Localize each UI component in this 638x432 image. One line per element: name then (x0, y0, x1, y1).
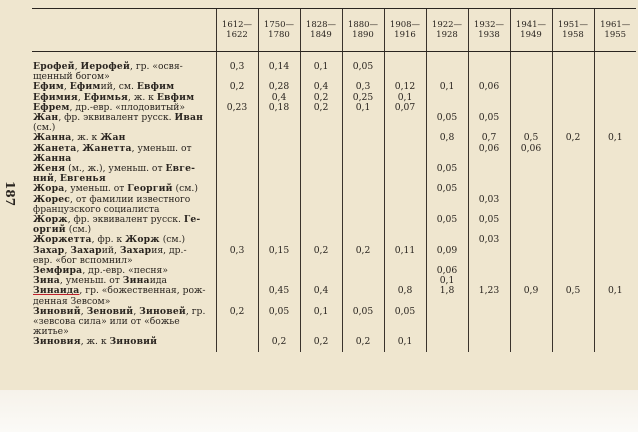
name-entry-line: Зина, уменьш. от Зинаида (33, 275, 167, 287)
name-entry-line: Жорж, фр. эквивалент русск. Ге- (33, 214, 201, 226)
frequency-cell: 0,2 (300, 337, 342, 351)
name-entry-line: (см.) (33, 122, 56, 134)
frequency-cell (552, 215, 594, 235)
frequency-cell: 0,07 (384, 103, 426, 113)
name-entry (32, 337, 216, 351)
frequency-cell: 0,4 (300, 82, 342, 92)
name-entry-line: Земфира, др.-евр. «песня» (33, 265, 168, 277)
name-entry-line: Жорес, от фамилии известного (33, 193, 191, 205)
frequency-cell (384, 184, 426, 194)
name-entry-line: оргий (см.) (33, 224, 92, 236)
frequency-cell: 0,15 (258, 246, 300, 266)
frequency-cell (384, 133, 426, 143)
name-entry-line: Жанета, Жанетта, уменьш. от (33, 142, 192, 154)
table-row (32, 246, 636, 266)
name-entry-line: денная Зевсом» (33, 295, 111, 307)
frequency-cell: 0,1 (342, 103, 384, 113)
frequency-cell: 0,1 (300, 62, 342, 82)
frequency-cell (342, 184, 384, 194)
frequency-cell: 0,2 (300, 246, 342, 266)
frequency-cell (300, 195, 342, 215)
frequency-cell: 0,05 (384, 307, 426, 338)
name-entry-line: Зиновия, ж. к Зиновий (33, 336, 158, 348)
name-entry-line: ний, Евгенья (33, 173, 106, 185)
table-row (32, 286, 636, 306)
frequency-cell (384, 195, 426, 215)
table-row (32, 113, 636, 133)
header-period: 1908—1916 (384, 9, 426, 52)
frequency-cell (300, 215, 342, 235)
frequency-cell (384, 62, 426, 82)
frequency-cell (258, 215, 300, 235)
frequency-cell: 0,3 (216, 62, 258, 82)
frequency-cell (510, 215, 552, 235)
frequency-cell (552, 113, 594, 133)
frequency-cell (342, 286, 384, 306)
name-entry-line: Ерофей, Иерофей, гр. «освя- (33, 61, 183, 72)
frequency-cell (300, 164, 342, 184)
name-entry-line: щенный богом» (33, 71, 110, 83)
name-entry-line: Жоржетта, фр. к Жорж (см.) (33, 234, 186, 246)
frequency-cell (552, 82, 594, 92)
frequency-cell (342, 215, 384, 235)
frequency-cell (468, 246, 510, 266)
header-period: 1961—1955 (594, 9, 636, 52)
name-frequency-table (32, 8, 636, 352)
table-row (32, 307, 636, 338)
frequency-cell (258, 133, 300, 143)
frequency-cell (216, 337, 258, 351)
frequency-cell (216, 195, 258, 215)
header-period: 1750—1780 (258, 9, 300, 52)
frequency-cell (510, 235, 552, 245)
frequency-cell: 0,06 (426, 266, 468, 276)
header-period: 1828—1849 (300, 9, 342, 52)
name-entry-line: «зевсова сила» или от «божье (33, 316, 180, 328)
frequency-cell: 0,7 (468, 133, 510, 143)
frequency-cell (510, 337, 552, 351)
frequency-cell (342, 133, 384, 143)
frequency-cell: 0,14 (258, 62, 300, 82)
frequency-cell: 0,3 (216, 246, 258, 266)
frequency-cell (510, 307, 552, 338)
name-entry-line: евр. «бог вспомнил» (33, 254, 133, 266)
frequency-cell: 0,4 (300, 286, 342, 306)
name-entry-line: Ефимия, Ефимья, ж. к Евфим (33, 91, 195, 103)
frequency-cell (510, 103, 552, 113)
frequency-cell: 0,05 (468, 215, 510, 235)
frequency-cell (384, 164, 426, 184)
frequency-cell (594, 266, 636, 276)
frequency-cell: 0,09 (426, 246, 468, 266)
frequency-cell (216, 133, 258, 143)
name-entry-line: Ефим, Ефимий, см. Евфим (33, 81, 175, 93)
frequency-cell (594, 103, 636, 113)
frequency-cell (468, 164, 510, 184)
header-period: 1922—1928 (426, 9, 468, 52)
frequency-cell: 0,1 (426, 276, 468, 286)
header-period: 1951—1958 (552, 9, 594, 52)
frequency-cell: 0,9 (510, 286, 552, 306)
header-period: 1880—1890 (342, 9, 384, 52)
frequency-cell (552, 235, 594, 245)
frequency-cell (594, 62, 636, 82)
frequency-cell (216, 276, 258, 286)
name-entry-line: Жанна (33, 152, 72, 164)
frequency-cell (510, 266, 552, 276)
frequency-cell (384, 266, 426, 276)
frequency-cell (384, 113, 426, 133)
frequency-cell: 1,23 (468, 286, 510, 306)
frequency-cell (468, 266, 510, 276)
frequency-cell: 0,05 (426, 113, 468, 133)
frequency-cell: 0,1 (594, 133, 636, 143)
frequency-cell (342, 164, 384, 184)
frequency-cell (594, 215, 636, 235)
name-entry-line: Жанна, ж. к Жан (33, 132, 126, 144)
page-number: 187 (3, 181, 17, 207)
frequency-cell: 0,06 (468, 144, 510, 164)
frequency-cell (258, 266, 300, 276)
frequency-cell (552, 62, 594, 82)
frequency-cell (552, 93, 594, 103)
name-entry-line: Ефрем, др.-евр. «плодовитый» (33, 101, 186, 113)
frequency-cell: 1,8 (426, 286, 468, 306)
frequency-cell: 0,2 (216, 82, 258, 92)
frequency-cell (342, 276, 384, 286)
header-period: 1941—1949 (510, 9, 552, 52)
frequency-cell (594, 113, 636, 133)
name-entry-line: Зинаида, гр. «божественная, рож- (33, 285, 206, 297)
frequency-cell (552, 246, 594, 266)
frequency-cell: 0,06 (510, 144, 552, 164)
frequency-cell: 0,3 (342, 82, 384, 92)
frequency-cell (216, 113, 258, 133)
frequency-cell (594, 235, 636, 245)
frequency-cell: 0,5 (552, 286, 594, 306)
frequency-cell (552, 307, 594, 338)
frequency-cell (468, 93, 510, 103)
frequency-cell (552, 103, 594, 113)
frequency-cell: 0,03 (468, 235, 510, 245)
frequency-cell (216, 266, 258, 276)
frequency-cell: 0,05 (258, 307, 300, 338)
frequency-cell: 0,1 (300, 307, 342, 338)
frequency-cell (468, 337, 510, 351)
frequency-cell: 0,05 (426, 184, 468, 194)
frequency-cell (426, 195, 468, 215)
frequency-cell (468, 62, 510, 82)
frequency-cell (552, 266, 594, 276)
frequency-cell (594, 164, 636, 184)
frequency-cell (510, 93, 552, 103)
frequency-cell (258, 113, 300, 133)
name-entry-line: Зиновий, Зеновий, Зиновей, гр. (33, 305, 206, 317)
header-period: 1612—1622 (216, 9, 258, 52)
name-entry (32, 144, 216, 164)
frequency-cell (342, 144, 384, 164)
table-row (32, 337, 636, 351)
frequency-cell (552, 144, 594, 164)
frequency-cell (468, 307, 510, 338)
header-period: 1932—1938 (468, 9, 510, 52)
frequency-cell (384, 215, 426, 235)
header-row (32, 9, 636, 52)
frequency-cell (594, 337, 636, 351)
name-entry (32, 113, 216, 133)
frequency-cell (258, 195, 300, 215)
frequency-cell (258, 184, 300, 194)
table-row (32, 164, 636, 184)
frequency-cell (594, 184, 636, 194)
frequency-cell (426, 62, 468, 82)
frequency-cell (594, 307, 636, 338)
frequency-cell (300, 266, 342, 276)
frequency-cell: 0,28 (258, 82, 300, 92)
frequency-cell (384, 144, 426, 164)
frequency-cell: 0,05 (426, 215, 468, 235)
frequency-cell (426, 337, 468, 351)
frequency-cell: 0,1 (594, 286, 636, 306)
frequency-cell (300, 144, 342, 164)
frequency-cell: 0,8 (384, 286, 426, 306)
frequency-cell: 0,1 (384, 93, 426, 103)
frequency-cell: 0,8 (426, 133, 468, 143)
frequency-cell (594, 144, 636, 164)
frequency-cell: 0,05 (468, 113, 510, 133)
name-entry-line: Жан, фр. эквивалент русск. Иван (33, 112, 204, 124)
frequency-cell: 0,2 (342, 246, 384, 266)
frequency-cell (510, 164, 552, 184)
frequency-cell (552, 164, 594, 184)
frequency-cell: 0,25 (342, 93, 384, 103)
frequency-cell: 0,18 (258, 103, 300, 113)
table-row (32, 144, 636, 164)
frequency-cell (258, 164, 300, 184)
name-entry-line: Жора, уменьш. от Георгий (см.) (33, 183, 198, 195)
frequency-cell (510, 246, 552, 266)
frequency-cell: 0,5 (510, 133, 552, 143)
frequency-cell (594, 246, 636, 266)
frequency-cell: 0,2 (300, 93, 342, 103)
name-entry-line: французского социалиста (33, 203, 160, 215)
frequency-cell (552, 337, 594, 351)
name-entry (32, 307, 216, 338)
frequency-cell (342, 266, 384, 276)
name-entry-line: житье» (33, 326, 69, 338)
frequency-cell (426, 307, 468, 338)
name-entry (32, 286, 216, 306)
frequency-cell: 0,06 (468, 82, 510, 92)
frequency-cell (594, 93, 636, 103)
frequency-cell: 0,2 (300, 103, 342, 113)
frequency-cell (300, 113, 342, 133)
frequency-cell: 0,05 (426, 164, 468, 184)
frequency-cell (510, 195, 552, 215)
frequency-cell: 0,03 (468, 195, 510, 215)
frequency-cell (216, 286, 258, 306)
frequency-cell: 0,2 (216, 307, 258, 338)
name-entry (32, 246, 216, 266)
frequency-cell (510, 62, 552, 82)
frequency-cell: 0,2 (342, 337, 384, 351)
name-entry-line: Женя (м., ж.), уменьш. от Евге- (33, 163, 196, 175)
frequency-cell (426, 93, 468, 103)
name-entry (32, 164, 216, 184)
frequency-cell (594, 82, 636, 92)
frequency-cell: 0,11 (384, 246, 426, 266)
frequency-cell: 0,1 (426, 82, 468, 92)
frequency-cell (300, 184, 342, 194)
frequency-cell (216, 215, 258, 235)
frequency-cell (510, 82, 552, 92)
table-row (32, 62, 636, 82)
frequency-cell: 0,2 (552, 133, 594, 143)
frequency-cell (300, 133, 342, 143)
frequency-cell (216, 184, 258, 194)
name-entry-line: Захар, Захарий, Захария, др.- (33, 244, 187, 256)
frequency-cell (510, 113, 552, 133)
frequency-cell: 0,05 (342, 307, 384, 338)
header-name-column (32, 9, 216, 52)
name-entry (32, 215, 216, 235)
frequency-cell (216, 144, 258, 164)
frequency-cell: 0,45 (258, 286, 300, 306)
name-entry (32, 195, 216, 215)
frequency-cell: 0,2 (258, 337, 300, 351)
frequency-cell (510, 184, 552, 194)
frequency-cell: 0,23 (216, 103, 258, 113)
frequency-cell (594, 195, 636, 215)
table-row (32, 215, 636, 235)
frequency-cell: 0,4 (258, 93, 300, 103)
frequency-cell (426, 144, 468, 164)
frequency-cell (552, 195, 594, 215)
frequency-cell: 0,1 (384, 337, 426, 351)
frequency-cell (258, 144, 300, 164)
table-row (32, 195, 636, 215)
frequency-cell (342, 195, 384, 215)
name-entry (32, 62, 216, 82)
frequency-cell: 0,05 (342, 62, 384, 82)
frequency-cell (552, 184, 594, 194)
frequency-cell: 0,12 (384, 82, 426, 92)
frequency-cell (216, 164, 258, 184)
frequency-cell (342, 113, 384, 133)
